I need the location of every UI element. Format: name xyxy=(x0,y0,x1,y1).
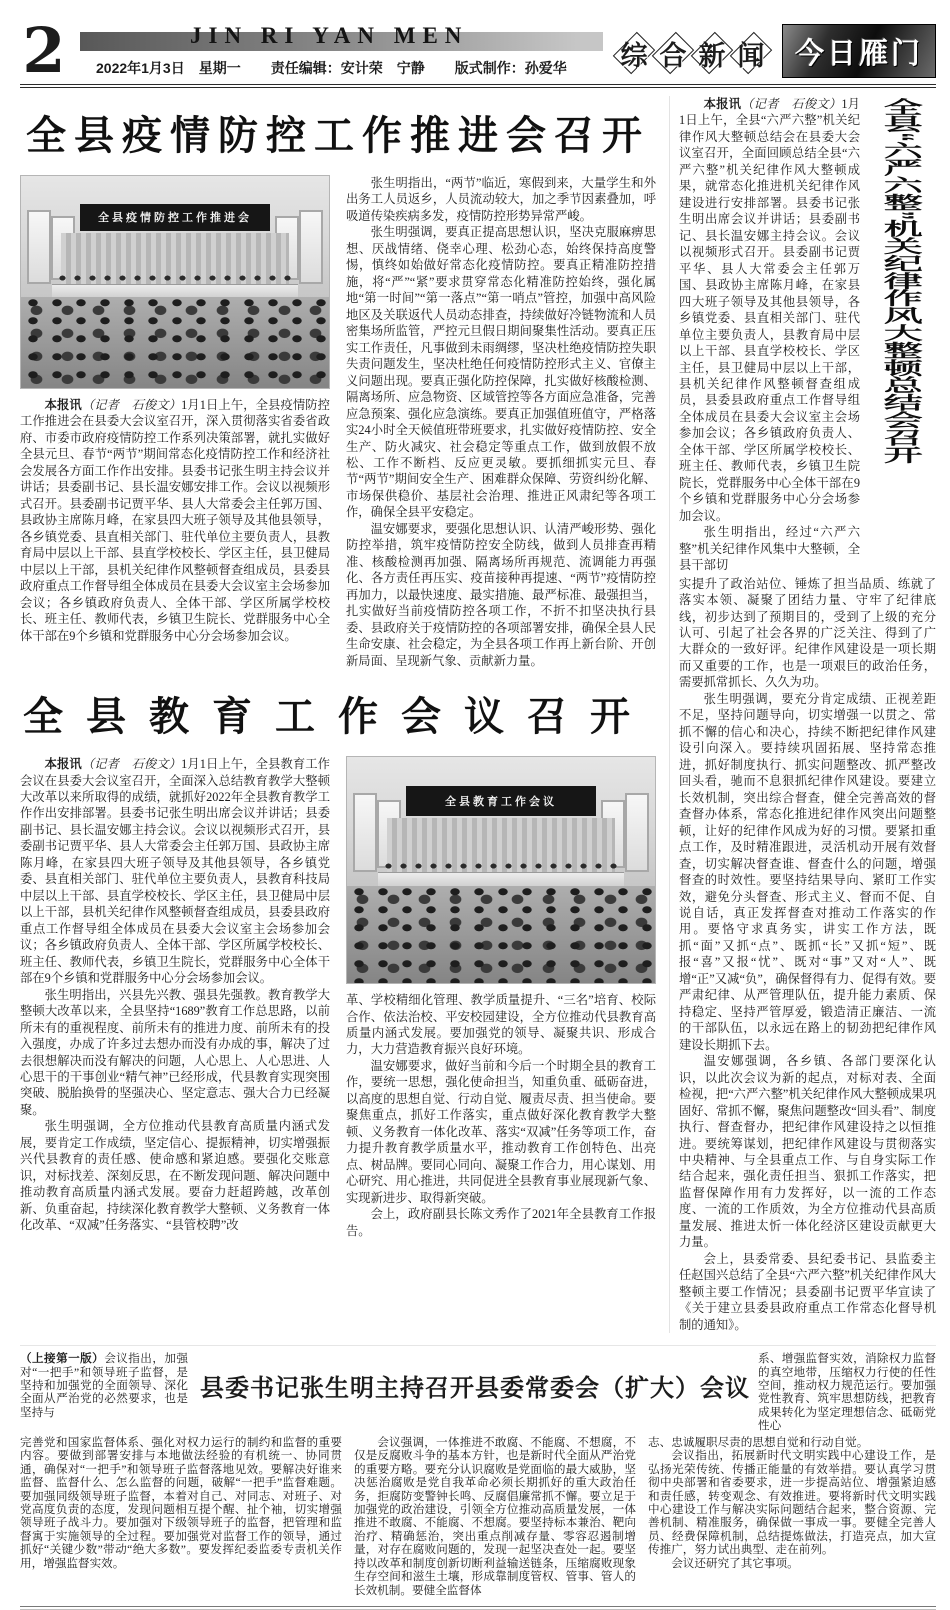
epidemic-paragraph: 温安娜要求，要强化思想认识、认清严峻形势、强化防控举措，筑牢疫情防控安全防线，做到人员排查再精准、核酸检测再加强、隔离场所再规范、流调能力再强化、各方责任再压实、疫苗接种再提速、“两节”疫情防控再加力，以最快速度、最实措施、最严标准、最强担当，扎实做好当前疫情防控各项工作，不折不扣坚决执行县委、县政府关于疫情防控的各项部署安排，确保全县人民生命安康、社会稳定，为全县各项工作再上新台阶、开创新局面、呈现新气象、贡献新力量。 xyxy=(346,521,656,668)
lead-reporter: （记者 石俊文） xyxy=(81,757,182,772)
epidemic-col-left xyxy=(20,175,330,669)
standing-columns-row xyxy=(20,1436,936,1597)
discipline-lead-paragraph: 本报讯（记者 石俊文）1月1日上午，全县“六严六整”机关纪律作风大整顿总结会在县委大会议室召开，全面回顾总结全县“六严六整”机关纪律作风大整顿成果，就常态化推进机关纪律作风建设进行安排部署。县委书记张生明出席会议并讲话；县委副书记、县长温安娜主持会议。会议以视频形式召开。县委副书记贾平华、县人大常委会主任郭万国、县政协主席陈月峰，在家县四大班子领导及其他县领导，各乡镇党委、县直相关部门、驻代单位主要负责人，县教育局中层以上干部、县直学校校长、学区主任，县卫健局中层以上干部，县机关纪律作风整顿督查组成员，县委县政府重点工作督导组全体成员在县委大会议室主会场参加会议；各乡镇政府负责人、全体干部、学区所属学校校长、班主任、教师代表，乡镇卫生院院长，党群服务中心全体干部在9个乡镇和党群服务中心分会场参加会议。 xyxy=(679,97,860,523)
standing-paragraph: 会议指出，拓展新时代文明实践中心建设工作，是弘扬光荣传统、传播正能量的有效举措。要认真学习贯彻中央部署和省委要求，进一步提高站位、增强紧迫感和责任感，转变观念、有效推进。要将新时代文明实践中心建设工作与解决实际问题结合起来，整合资源、完善机制、精准服务，确保做一事成一事。要健全完善人员、经费保障机制，总结提炼做法，打造亮点，加大宣传推广，努力试出典型、走在前列。 xyxy=(648,1449,936,1557)
masthead-latin-title: JIN RI YAN MEN xyxy=(190,23,469,48)
education-paragraph: 张生明强调，全方位推动代县教育高质量内涵式发展，要肯定工作成绩，坚定信心、提振精神，切实增强振兴代县教育的责任感、使命感和紧迫感。要强化交账意识，对标找差、深刻反思，在不断发现问题、解决问题中推动教育高质量内涵式发展。要奋力赶超跨越，改革创新、负重奋起，持续深化教育教学大整顿、义务教育一体化改革、“双减”任务落实、“县管校聘”改 xyxy=(20,1119,330,1233)
page-bottom-rule xyxy=(20,1606,936,1610)
section-title xyxy=(615,30,770,76)
standing-intro-block xyxy=(20,1352,188,1419)
photo-window xyxy=(355,795,375,870)
education-col-right xyxy=(346,756,656,1239)
masthead-area xyxy=(80,23,603,78)
education-lead-paragraph: 本报讯（记者 石俊文）1月1日上午，全县教育工作会议在县委大会议室召开，全面深入总结教育教学大整顿大改革以来所取得的成绩，就抓好2022年全县教育教学工作作出安排部署。县委书记张生明出席会议并讲话；县委副书记、县长温安娜主持会议。会议以视频形式召开，县委副书记贾平华、县人大常委会主任郭万国、县政协主席陈月峰，在家县四大班子领导及其他县领导，各乡镇党委、县直相关部门、驻代单位主要负责人，县教育科技局中层以上干部、县直学校校长、学区主任，县卫健局中层以上干部，县机关纪律作风整顿督查组成员，县委县政府重点工作督导组全体成员在县委大会议室主会场参加会议；各乡镇政府负责人、全体干部、学区所属学校校长、班主任、教师代表，乡镇卫生院长，党群服务中心全体干部在9个乡镇和党群服务中心分会场参加会议。 xyxy=(20,757,330,986)
section-char-diamond: 合 xyxy=(654,30,692,76)
epidemic-headline: 全县疫情防控工作推进会召开 xyxy=(26,114,650,158)
photo-window xyxy=(29,212,49,282)
standing-column-3 xyxy=(648,1436,936,1597)
header-rule xyxy=(20,84,936,88)
continued-from-note: （上接第一版） xyxy=(20,1352,105,1366)
education-paragraph: 会上，政府副县长陈文秀作了2021年全县教育工作报告。 xyxy=(346,1207,656,1238)
education-paragraph-continuation: 革、学校精细化管理、教学质量提升、“三名”培育、校际合作、依法治校、平安校园建设，全方位推动代县教育高质量内涵式发展。要加强党的领导、凝聚共识、形成合力，大力营造教育振兴良好环境。 xyxy=(346,993,656,1057)
lead-tag: 本报讯 xyxy=(44,757,82,772)
lead-tag: 本报讯 xyxy=(44,398,82,412)
standing-column-1 xyxy=(20,1436,342,1597)
page-header xyxy=(20,14,936,88)
section-char-diamond: 闻 xyxy=(732,30,770,76)
standing-paragraph-continuation: 志、忠诚履职尽责的思想自觉和行动自觉。 xyxy=(648,1435,869,1449)
article-standing-committee xyxy=(20,1345,936,1610)
lead-reporter: （记者 石俊文） xyxy=(81,398,182,412)
photo-head-table xyxy=(52,284,298,298)
photo-audience-crowd xyxy=(347,886,655,983)
lead-reporter: （记者 石俊文） xyxy=(741,97,842,111)
photo-head-table xyxy=(378,872,624,887)
article-epidemic xyxy=(20,104,656,669)
photo-window xyxy=(301,212,321,282)
standing-intro-paragraph: （上接第一版）会议指出，加强对“一把手”和领导班子监督，是坚持和加强党的全面领导、深化全面从严治党的必然要求，也是坚持与 xyxy=(20,1352,188,1419)
lead-tag: 本报讯 xyxy=(703,97,742,111)
standing-headline: 县委书记张生明主持召开县委常委会（扩大）会议 xyxy=(200,1375,750,1403)
epidemic-paragraph: 张生明强调，要真正提高思想认识，坚决克服麻痹思想、厌战情绪、侥幸心理、松劲心态，始终保持高度警惕，慎终如始做好常态化疫情防控。要真正精准防控措施，将“严”“紧”要求贯穿常态化精准防控始终，强化属地“第一时间”“第一落点”“第一哨点”管控，加强中高风险地区及关联返代人员动态排查，持续做好冷链物流和人员密集场所监管，严控元旦假日期间聚集性活动。要真正压实工作责任，凡事做到未雨绸缪，坚决杜绝疫情防控失职失责问题发生，坚决杜绝任何疫情防控形式主义、官僚主义问题出现。要真正强化防控保障，扎实做好核酸检测、隔离场所、应急物资、区域管控等各方面应急准备，完善应急预案、强化应急演练。要真正加强值班值守，严格落实24小时全天候值班带班要求，扎实做好疫情防控、安全生产、防火减灾、社会稳定等重点工作，做到放假不放松、工作不断档、反应更灵敏。要抓细抓实元旦、春节“两节”期间安全生产、困难群众保障、劳资纠纷化解、市场保供稳价、基层社会治理、推进正风肃纪等各项工作，确保全县平安稳定。 xyxy=(346,225,656,520)
photo-window xyxy=(627,795,647,870)
standing-col3-start xyxy=(758,1352,936,1433)
epidemic-col-right xyxy=(346,175,656,669)
main-content xyxy=(20,96,936,1333)
discipline-paragraph: 会上，县委常委、县纪委书记、县监委主任赵国兴总结了全县“六严六整”机关纪律作风大整顿主要工作情况；县委副书记贾平华宣读了《关于建立县委县政府重点工作常态化督导机制的通知》。 xyxy=(679,1251,936,1332)
education-paragraph: 张生明指出，兴县先兴教、强县先强教。教育教学大整顿大改革以来，全县坚持“1689”教育工作总思路，以前所未有的重视程度、前所未有的推进力度、前所未有的投入强度，办成了许多过去想办而没有办成的事，解决了过去很想解决而没有解决的问题，人心思上、人心思进、人心思干的干事创业“精气神”已经形成，代县教育实现突围突破、脱胎换骨的坚强决心、坚定意志、强大合力已经凝聚。 xyxy=(20,987,330,1117)
photo-banner-text: 全县教育工作会议 xyxy=(406,786,597,815)
epidemic-meeting-photo xyxy=(20,175,330,389)
standing-paragraph: 会议还研究了其它事项。 xyxy=(671,1556,799,1570)
education-meeting-photo xyxy=(346,756,656,984)
photo-audience-crowd xyxy=(21,297,329,388)
epidemic-paragraph: 张生明指出，“两节”临近，寒假到来，大量学生和外出务工人员返乡，人员流动较大，加之季节因素叠加，呼吸道传染疾病多发，疫情防控形势异常严峻。 xyxy=(346,176,656,223)
education-col-left xyxy=(20,756,330,1239)
discipline-paragraph: 温安娜强调，各乡镇、各部门要深化认识，以此次会议为新的起点，对标对表、全面检视，把“六严六整”机关纪律作风大整顿成果巩固好、常抓不懈，聚焦问题整改“回头看”、制度执行、督查督办，把纪律作风建设持之以恒推进。要统筹谋划，把纪律作风建设与贯彻落实中央精神、与全县重点工作、与自身实际工作结合起来，强化责任担当、狠抓工作落实，把监督保障作用有力发挥好，以一流的工作态度、一流的工作质效，为全方位推动代县高质量发展、推进太忻一体化经济区建设贡献更大力量。 xyxy=(679,1054,936,1250)
photo-banner-text: 全县疫情防控工作推进会 xyxy=(80,204,271,232)
discipline-vertical-headline: 全县“六严六整”机关纪律作风大整顿总结会召开 xyxy=(877,98,921,464)
masthead-gradient-bar xyxy=(80,23,603,51)
discipline-paragraph-continuation: 实提升了政治站位、锤炼了担当品质、练就了落实本领、凝聚了团结力量、守牢了纪律底线，初步达到了预期目的，受到了上级的充分认可、引起了社会各界的广泛关注、得到了广大群众的一致好评。纪律作风建设是一项长期而又重要的工作，也是一项艰巨的政治任务，需要抓常抓长、久久为功。 xyxy=(679,576,936,690)
education-paragraph: 温安娜要求，做好当前和今后一个时期全县的教育工作，要统一思想，强化使命担当，知重负重、砥砺奋进，以高度的思想自觉、行动自觉、履责尽责、担当使命。要聚焦重点，抓好工作落实，重点做好深化教育教学大整顿、义务教育一体化改革、落实“双减”任务等项工作，奋力提升教育教学质量水平，推动教育工作创特色、出亮点、树品牌。要同心同向、凝聚工作合力，用心谋划、用心研究、用心推进，共同促进全县教育事业展现新气象、实现新进步、取得新突破。 xyxy=(346,1058,656,1205)
article-discipline xyxy=(669,96,936,1333)
left-region xyxy=(20,96,656,1333)
section-char-diamond: 综 xyxy=(615,30,653,76)
standing-paragraph: 会议强调，一体推进不敢腐、不能腐、不想腐，不仅是反腐败斗争的基本方针，也是新时代全面从严治党的重要方略。要充分认识腐败是党面临的最大威胁，坚决惩治腐败是党自我革命必须长期抓好的重大政治任务，拒腐防变警钟长鸣、反腐倡廉常抓不懈。要立足于加强党的政治建设，引领全方位推动高质量发展，一体推进不敢腐、不能腐、不想腐。要坚持标本兼治、靶向治疗、精确惩治，突出重点削减存量、零容忍遏制增量，对存在腐败问题的，发现一起坚决查处一起。要坚持以改革和制度创新切断利益输送链条，压缩腐败现象生存空间和滋生土壤，形成靠制度管权、管事、管人的长效机制。要健全监督体 xyxy=(354,1435,636,1597)
duty-editor: 责任编辑：安计荣 宁静 xyxy=(270,60,425,76)
discipline-wide-column xyxy=(679,576,936,1334)
discipline-paragraph: 张生明指出，经过“六严六整”机关纪律作风集中大整顿，全县干部切 xyxy=(679,525,860,573)
discipline-vertical-headline-area xyxy=(860,96,936,498)
epidemic-lead-paragraph: 本报讯（记者 石俊文）1月1日上午，全县疫情防控工作推进会在县委大会议室召开，深入贯彻落实省委省政府、市委市政府疫情防控工作系列决策部署，就扎实做好全县元旦、春节“两节”期间常态化疫情防控工作和经济社会发展各方面工作作出安排。县委书记张生明主持会议并讲话；县委副书记、县长温安娜安排工作。会议以视频形式召开。县委副书记贾平华、县人大常委会主任郭万国、县政协主席陈月峰，在家县四大班子领导及其他县领导，各乡镇党委、县直相关部门、驻代单位主要负责人，县教育局中层以上干部、县直学校校长、学区主任，县卫健局中层以上干部，县机关纪律作风整顿督查组成员，县委县政府重点工作督导组全体成员在县委大会议室主会场参加会议；各乡镇政府负责人、全体干部、学区所属学校校长、班主任、教师代表，乡镇卫生院长、党群服务中心全体干部在9个乡镇和党群服务中心分会场参加会议。 xyxy=(20,398,330,643)
standing-column-2 xyxy=(354,1436,636,1597)
discipline-narrow-column xyxy=(679,96,860,574)
dateline xyxy=(80,51,603,78)
issue-date: 2022年1月3日 星期一 xyxy=(96,60,241,76)
standing-paragraph-continuation: 系、增强监督实效，消除权力监督的真空地带，压缩权力行使的任性空间，推动权力规范运行。要加强党性教育、筑牢思想防线，把教育成果转化为坚定理想信念、砥砺党性心 xyxy=(758,1352,936,1433)
discipline-top-block xyxy=(679,96,936,574)
paper-logo: 今日雁门 xyxy=(782,24,936,78)
layout-maker: 版式制作：孙爱华 xyxy=(454,60,567,76)
page-number: 2 xyxy=(22,14,66,88)
section-char-diamond: 新 xyxy=(693,30,731,76)
article-education xyxy=(20,685,656,1239)
education-headline: 全县教育工作会议召开 xyxy=(23,695,653,740)
standing-top-row xyxy=(20,1352,936,1433)
discipline-paragraph: 张生明强调，要充分肯定成绩、正视差距不足，坚持问题导向，切实增强一以贯之、常抓不懈的信心和决心，持续不断把纪律作风建设引向深入。要持续巩固拓展、坚持常态推进，抓好制度执行、抓实问题整改、抓严整改回头看，驰而不息狠抓纪律作风建设。要建立长效机制，突出综合督查，健全完善高效的督查督办体系，常态化推进纪律作风突出问题整顿，让好的纪律作风成为好的习惯。要紧扣重点工作，及时精准跟进，灵活机动开展有效督查，切实解决督查谁、督查什么的问题，增强督查的时效性。要坚持结果导向、紧盯工作实效，避免分头督查、形式主义、督而不促、自说自话，真正发挥督查对推动工作落实的作用。要恪守求真务实，讲实工作方法，既抓“面”又抓“点”、既抓“长”又抓“短”、既报“喜”又报“忧”、既对“事”又对“人”、既增“正”又减“负”，确保督得有力、促得有效。要严肃纪律、从严管理队伍，提升能力素质、保持稳定、坚持严管厚爱，锻造清正廉洁、一流的干部队伍，以永远在路上的韧劲把纪律作风建设长期抓下去。 xyxy=(679,691,936,1052)
standing-paragraph: 完善党和国家监督体系、强化对权力运行的制约和监督的重要内容。要做到部署安排与本地做法经验的有机统一、协同贯通，确保对“一把手”和领导班子监督落地见效。要解决好谁来监督、监督什么、怎么监督的问题，破解“一把手”监督难题。要加强同级领导班子监督，本着对自己、对同志、对班子、对党高度负责的态度，发现问题相互提个醒、扯个袖，切实增强领导班子战斗力。要加强对下级领导班子的监督，把管理和监督寓于实施领导的全过程。要加强党对监督工作的领导，通过抓好“关键少数”带动“绝大多数”。要发挥纪委监委专责机关作用，增强监督实效。 xyxy=(20,1435,342,1570)
